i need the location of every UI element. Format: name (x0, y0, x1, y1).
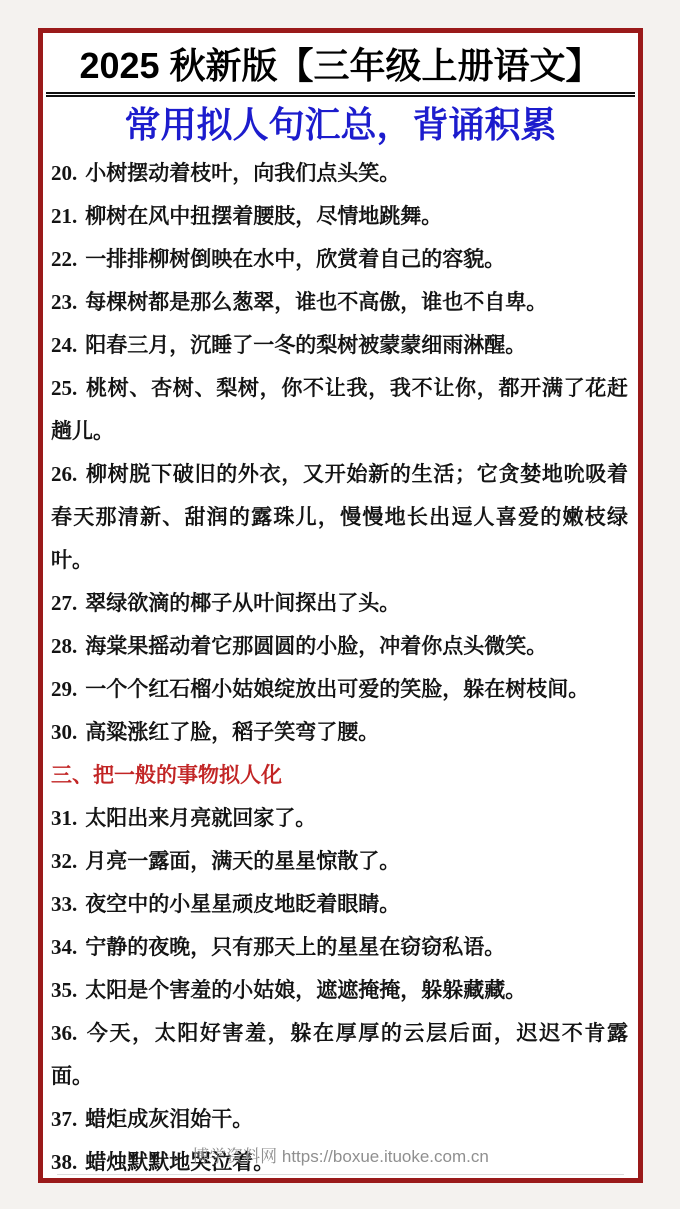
list-item (51, 840, 628, 883)
list-item (51, 582, 628, 625)
list-item (51, 1012, 628, 1098)
item-text: 柳树脱下破旧的外衣，又开始新的生活；它贪婪地吮吸着春天那清新、甜润的露珠儿，慢慢地长出逗人喜爱的嫩枝绿叶。 (51, 462, 628, 572)
item-text: 月亮一露面，满天的星星惊散了。 (85, 849, 401, 873)
item-number: 28. (51, 634, 78, 658)
item-text: 柳树在风中扭摆着腰肢，尽情地跳舞。 (85, 204, 443, 228)
list-item (51, 711, 628, 754)
item-text: 今天，太阳好害羞，躲在厚厚的云层后面，迟迟不肯露面。 (51, 1021, 628, 1088)
list-item (51, 926, 628, 969)
item-number: 35. (51, 978, 78, 1002)
page-border-frame (38, 28, 643, 1183)
list-item (51, 883, 628, 926)
list-item (51, 195, 628, 238)
item-text: 蜡炬成灰泪始干。 (85, 1107, 254, 1131)
item-text: 桃树、杏树、梨树，你不让我，我不让你，都开满了花赶趟儿。 (51, 376, 628, 443)
footer-watermark: 博学资料网 https://boxue.ituoke.com.cn (192, 1147, 489, 1166)
list-item (51, 238, 628, 281)
item-number: 34. (51, 935, 78, 959)
item-text: 宁静的夜晚，只有那天上的星星在窃窃私语。 (85, 935, 506, 959)
items-group-2 (51, 797, 628, 1184)
item-text: 夜空中的小星星顽皮地眨着眼睛。 (85, 892, 401, 916)
section-header: 三、把一般的事物拟人化 (51, 763, 282, 787)
page-footer (57, 1142, 624, 1175)
sentence-list (51, 152, 628, 1184)
doc-subtitle: 常用拟人句汇总，背诵积累 (124, 104, 557, 145)
item-number: 21. (51, 204, 78, 228)
item-number: 23. (51, 290, 78, 314)
list-item (51, 797, 628, 840)
item-number: 38. (51, 1150, 78, 1174)
item-number: 32. (51, 849, 78, 873)
item-number: 24. (51, 333, 78, 357)
item-text: 每棵树都是那么葱翠，谁也不高傲，谁也不自卑。 (85, 290, 548, 314)
item-text: 太阳出来月亮就回家了。 (85, 806, 317, 830)
item-number: 26. (51, 462, 78, 486)
item-number: 31. (51, 806, 78, 830)
item-number: 36. (51, 1021, 78, 1045)
item-text: 小树摆动着枝叶，向我们点头笑。 (85, 161, 401, 185)
list-item (51, 324, 628, 367)
list-item (51, 1098, 628, 1141)
list-item (51, 367, 628, 453)
item-text: 海棠果摇动着它那圆圆的小脸，冲着你点头微笑。 (85, 634, 548, 658)
list-item (51, 453, 628, 582)
item-text: 一个个红石榴小姑娘绽放出可爱的笑脸，躲在树枝间。 (85, 677, 590, 701)
item-text: 翠绿欲滴的椰子从叶间探出了头。 (85, 591, 401, 615)
list-item (51, 281, 628, 324)
item-number: 29. (51, 677, 78, 701)
item-text: 蜡烛默默地哭泣着。 (85, 1150, 275, 1174)
item-text: 阳春三月，沉睡了一冬的梨树被蒙蒙细雨淋醒。 (85, 333, 527, 357)
item-number: 25. (51, 376, 78, 400)
list-item (51, 969, 628, 1012)
item-number: 27. (51, 591, 78, 615)
items-group-1 (51, 152, 628, 754)
item-number: 22. (51, 247, 78, 271)
item-text: 一排排柳树倒映在水中，欣赏着自己的容貌。 (85, 247, 506, 271)
list-item (51, 152, 628, 195)
doc-title: 2025 秋新版【三年级上册语文】 (46, 45, 635, 97)
item-number: 33. (51, 892, 78, 916)
item-number: 20. (51, 161, 78, 185)
item-text: 太阳是个害羞的小姑娘，遮遮掩掩，躲躲藏藏。 (85, 978, 527, 1002)
item-text: 高粱涨红了脸，稻子笑弯了腰。 (85, 720, 380, 744)
list-item (51, 625, 628, 668)
list-item (51, 668, 628, 711)
item-number: 30. (51, 720, 78, 744)
item-number: 37. (51, 1107, 78, 1131)
